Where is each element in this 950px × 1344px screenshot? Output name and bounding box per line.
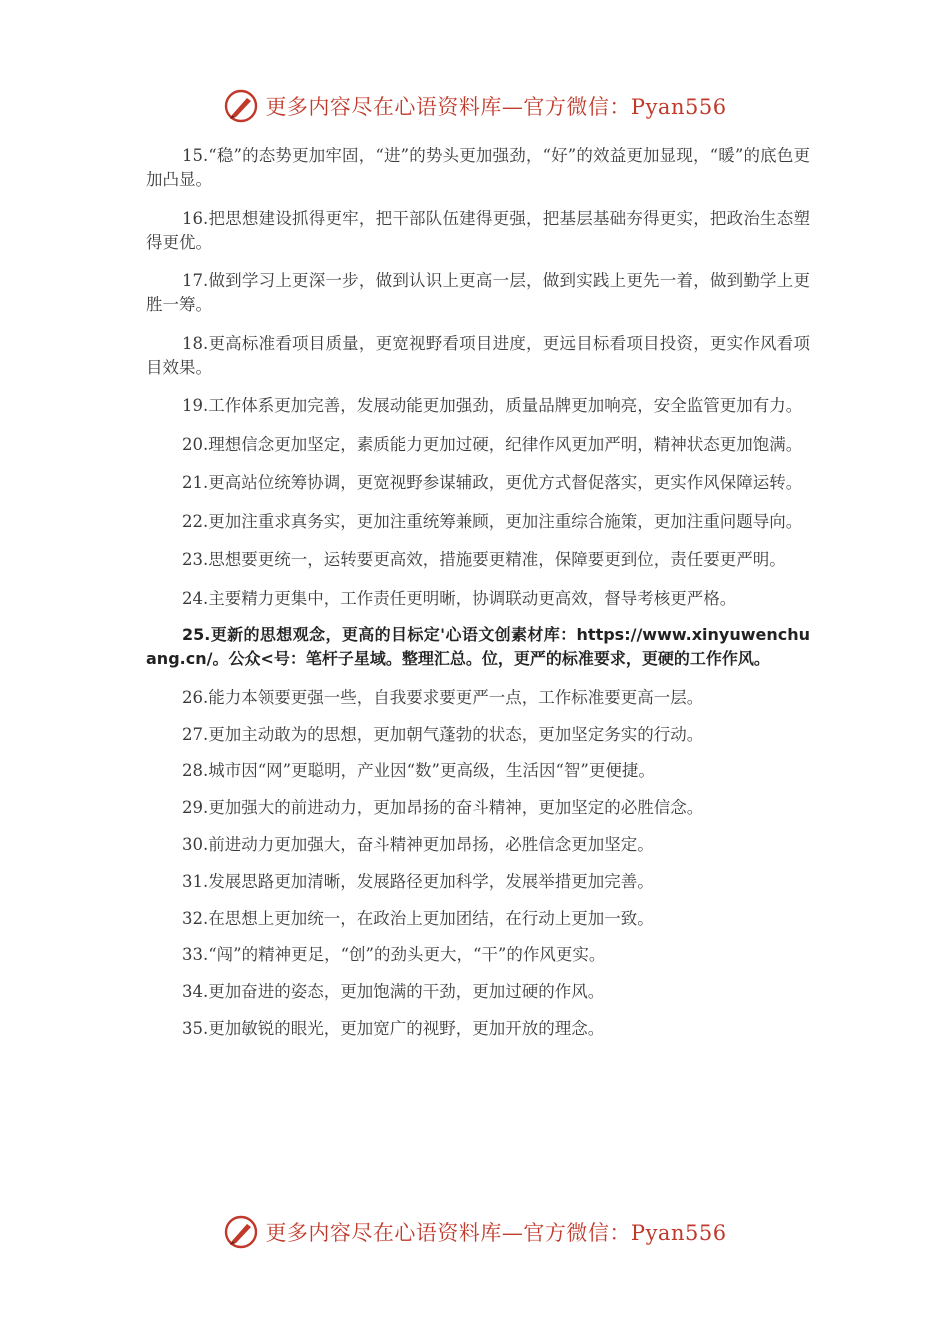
paragraph-29: 29.更加强大的前进动力，更加昂扬的奋斗精神，更加坚定的必胜信念。 — [182, 798, 704, 818]
paragraph-23: 23.思想要更统一，运转要更高效，措施要更精准，保障要更到位，责任要更严明。 — [182, 550, 786, 569]
paragraph-28: 28.城市因“网”更聪明，产业因“数”更高级，生活因“智”更便捷。 — [182, 761, 655, 781]
pen-circle-logo-icon — [223, 88, 259, 124]
paragraph-20: 20.理想信念更加坚定，素质能力更加过硬，纪律作风更加严明，精神状态更加饱满。 — [182, 434, 803, 454]
paragraph-18: 18.更高标准看项目质量，更宽视野看项目进度，更远目标看项目投资，更实作风看项目效果。 — [146, 333, 810, 377]
banner-text: 更多内容尽在心语资料库—官方微信：Pyan556 — [265, 95, 727, 119]
footer-banner — [0, 1212, 950, 1252]
paragraph-35: 35.更加敏锐的眼光，更加宽广的视野，更加开放的理念。 — [182, 1018, 605, 1038]
paragraph-34: 34.更加奋进的姿态，更加饱满的干劲，更加过硬的作风。 — [182, 982, 605, 1002]
paragraph-32: 32.在思想上更加统一，在政治上更加团结，在行动上更加一致。 — [182, 908, 654, 928]
document-body — [146, 144, 810, 1054]
paragraph-19: 19.工作体系更加完善，发展动能更加强劲，质量品牌更加响亮，安全监管更加有力。 — [182, 396, 803, 415]
pen-circle-logo-icon — [223, 1214, 259, 1250]
paragraph-30: 30.前进动力更加强大，奋斗精神更加昂扬，必胜信念更加坚定。 — [182, 834, 654, 854]
paragraph-24: 24.主要精力更集中，工作责任更明晰，协调联动更高效，督导考核更严格。 — [182, 588, 737, 608]
paragraph-21: 21.更高站位统筹协调，更宽视野参谋辅政，更优方式督促落实，更实作风保障运转。 — [182, 473, 803, 492]
paragraph-27: 27.更加主动敢为的思想，更加朝气蓬勃的状态，更加坚定务实的行动。 — [182, 724, 704, 744]
header-banner — [0, 86, 950, 126]
paragraph-33: 33.“闯”的精神更足，“创”的劲头更大，“干”的作风更实。 — [182, 945, 606, 965]
paragraph-25: 25.更新的思想观念，更高的目标定'心语文创素材库：https://www.xinyuwenchuang.cn/。公众<号：笔杆子星域。整理汇总。位，更严的标准要求，更硬的工作作风。 — [146, 625, 810, 669]
paragraph-16: 16.把思想建设抓得更牢，把干部队伍建得更强，把基层基础夯得更实，把政治生态塑得更优。 — [146, 208, 810, 252]
paragraph-17: 17.做到学习上更深一步，做到认识上更高一层，做到实践上更先一着，做到勤学上更胜一筹。 — [146, 271, 810, 314]
paragraph-15: 15.“稳”的态势更加牢固，“进”的势头更加强劲，“好”的效益更加显现，“暖”的底色更加凸显。 — [146, 146, 810, 189]
paragraph-31: 31.发展思路更加清晰，发展路径更加科学，发展举措更加完善。 — [182, 871, 654, 891]
paragraph-26: 26.能力本领要更强一些，自我要求要更严一点，工作标准要更高一层。 — [182, 687, 704, 707]
banner-text: 更多内容尽在心语资料库—官方微信：Pyan556 — [265, 1221, 727, 1245]
paragraph-22: 22.更加注重求真务实，更加注重统筹兼顾，更加注重综合施策，更加注重问题导向。 — [182, 511, 803, 531]
